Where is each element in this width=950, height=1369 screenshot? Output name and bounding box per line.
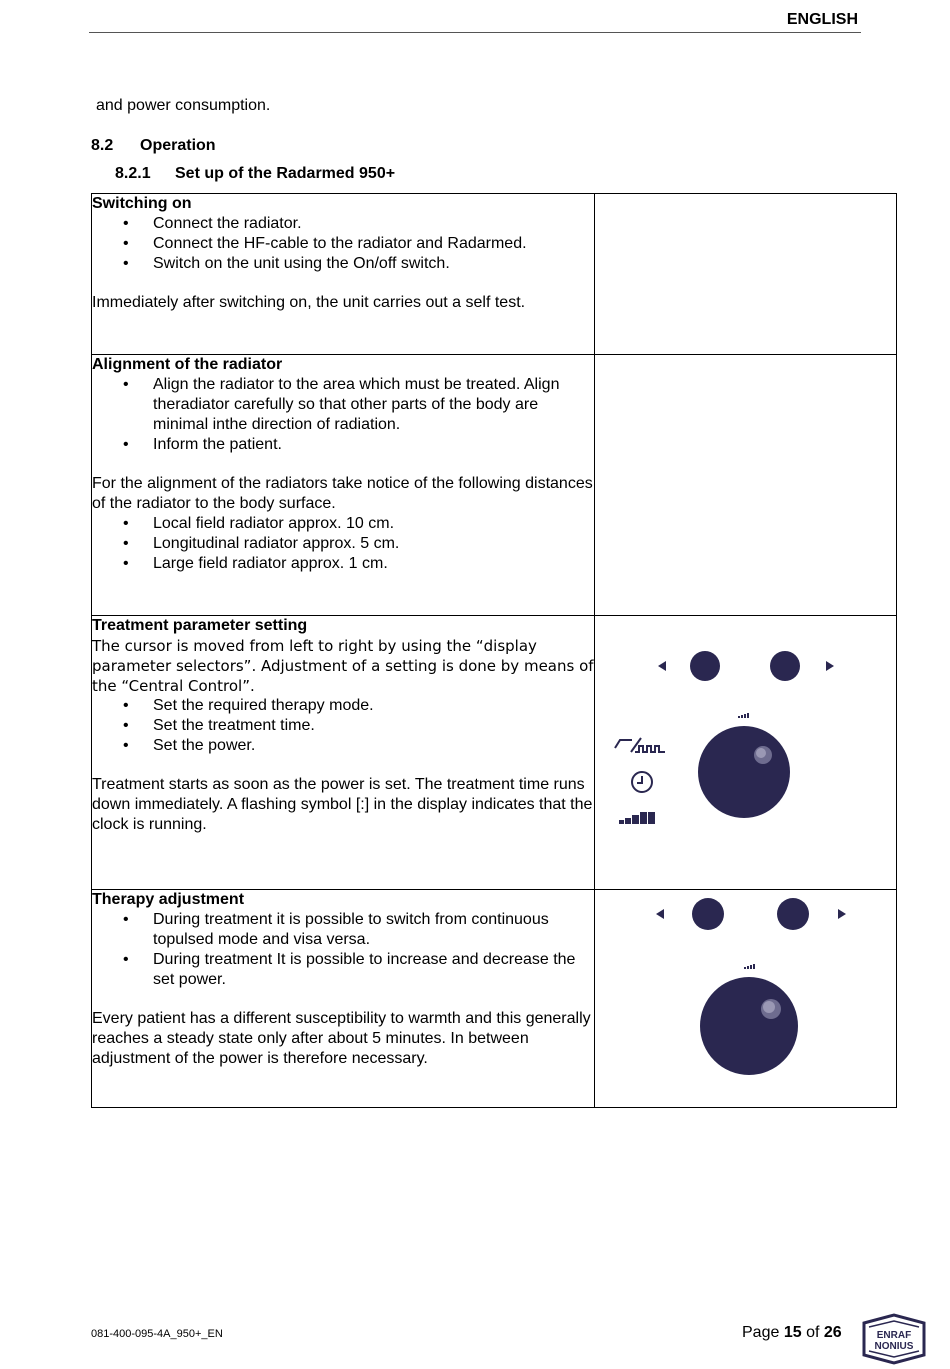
row-title: Switching on <box>92 195 192 212</box>
page-number <box>742 1324 842 1342</box>
row-paragraph: Treatment starts as soon as the power is set. The treatment time runs down immediately. A flashing symbol [:] in the display indicates that the clock is running. <box>92 776 593 833</box>
page-current: 15 <box>783 1324 802 1341</box>
subsection-heading <box>115 165 395 183</box>
row-title: Treatment parameter setting <box>92 617 308 634</box>
image-cell <box>595 890 897 1108</box>
power-level-icon <box>738 713 749 718</box>
selector-button-right <box>770 651 800 681</box>
list-item: • Connect the radiator. <box>92 214 594 234</box>
bullet-list <box>92 696 594 756</box>
table-row <box>92 355 897 616</box>
list-item: • During treatment it is possible to switch from continuous topulsed mode and visa versa. <box>92 910 594 950</box>
power-level-icon <box>744 964 755 969</box>
image-cell <box>595 355 897 616</box>
arrow-right-icon <box>838 909 846 919</box>
section-number: 8.2 <box>91 137 114 154</box>
text-cell <box>92 616 595 890</box>
operation-table <box>91 193 897 1108</box>
image-cell <box>595 616 897 890</box>
page-total: 26 <box>823 1324 842 1341</box>
list-item: • Inform the patient. <box>92 435 594 455</box>
image-cell <box>595 194 897 355</box>
section-title: Operation <box>140 137 216 154</box>
clock-icon <box>632 772 652 792</box>
list-item: • Set the required therapy mode. <box>92 696 594 716</box>
section-heading <box>91 137 216 155</box>
bullet-list <box>92 910 594 990</box>
text-cell <box>92 890 595 1108</box>
central-control-knob <box>698 726 790 818</box>
table-row <box>92 616 897 890</box>
list-item: • Set the power. <box>92 736 594 756</box>
bullet-list <box>92 514 594 574</box>
mode-pulse-icon <box>615 738 665 752</box>
list-item: • Switch on the unit using the On/off switch. <box>92 254 594 274</box>
arrow-right-icon <box>826 661 834 671</box>
logo-text-bottom: NONIUS <box>874 1341 914 1352</box>
row-title: Therapy adjustment <box>92 891 245 908</box>
list-item: • Longitudinal radiator approx. 5 cm. <box>92 534 594 554</box>
subsection-number: 8.2.1 <box>115 165 151 182</box>
row-intro: The cursor is moved from left to right by using the “display parameter selectors”. Adjustment of a setting is done by means of the “Central Control”. <box>92 637 594 695</box>
row-paragraph: For the alignment of the radiators take notice of the following distances of the radiator to the body surface. <box>92 475 593 512</box>
subsection-title: Set up of the Radarmed 950+ <box>175 165 396 182</box>
table-row <box>92 194 897 355</box>
arrow-left-icon <box>656 909 664 919</box>
row-paragraph: Every patient has a different susceptibility to warmth and this generally reaches a steady state only after about 5 minutes. In between adjustment of the power is therefore necessary. <box>92 1010 591 1067</box>
document-code: 081-400-095-4A_950+_EN <box>91 1328 223 1340</box>
list-item: • Local field radiator approx. 10 cm. <box>92 514 594 534</box>
row-paragraph: Immediately after switching on, the unit carries out a self test. <box>92 294 526 311</box>
text-cell <box>92 355 595 616</box>
control-panel-diagram <box>595 616 896 890</box>
table-row <box>92 890 897 1108</box>
central-control-knob <box>700 977 798 1075</box>
enraf-nonius-logo <box>861 1313 927 1365</box>
selector-button-right <box>777 898 809 930</box>
page-of: of <box>806 1324 820 1341</box>
row-title: Alignment of the radiator <box>92 356 283 373</box>
list-item: • Align the radiator to the area which must be treated. Align theradiator carefully so that other parts of the body are minimal inthe direction of radiation. <box>92 375 594 435</box>
list-item: • Large field radiator approx. 1 cm. <box>92 554 594 574</box>
selector-button-left <box>690 651 720 681</box>
arrow-left-icon <box>658 661 666 671</box>
power-bars-icon <box>619 812 655 824</box>
control-panel-diagram <box>595 890 896 1108</box>
header-divider <box>89 32 861 33</box>
list-item: • Connect the HF-cable to the radiator and Radarmed. <box>92 234 594 254</box>
text-cell <box>92 194 595 355</box>
intro-text: and power consumption. <box>96 97 271 114</box>
list-item: • During treatment It is possible to increase and decrease the set power. <box>92 950 594 990</box>
bullet-list <box>92 214 594 274</box>
page-prefix: Page <box>742 1324 780 1341</box>
selector-button-left <box>692 898 724 930</box>
header-language: ENGLISH <box>786 11 858 28</box>
logo-text-top: ENRAF <box>876 1330 912 1341</box>
list-item: • Set the treatment time. <box>92 716 594 736</box>
bullet-list <box>92 375 594 455</box>
